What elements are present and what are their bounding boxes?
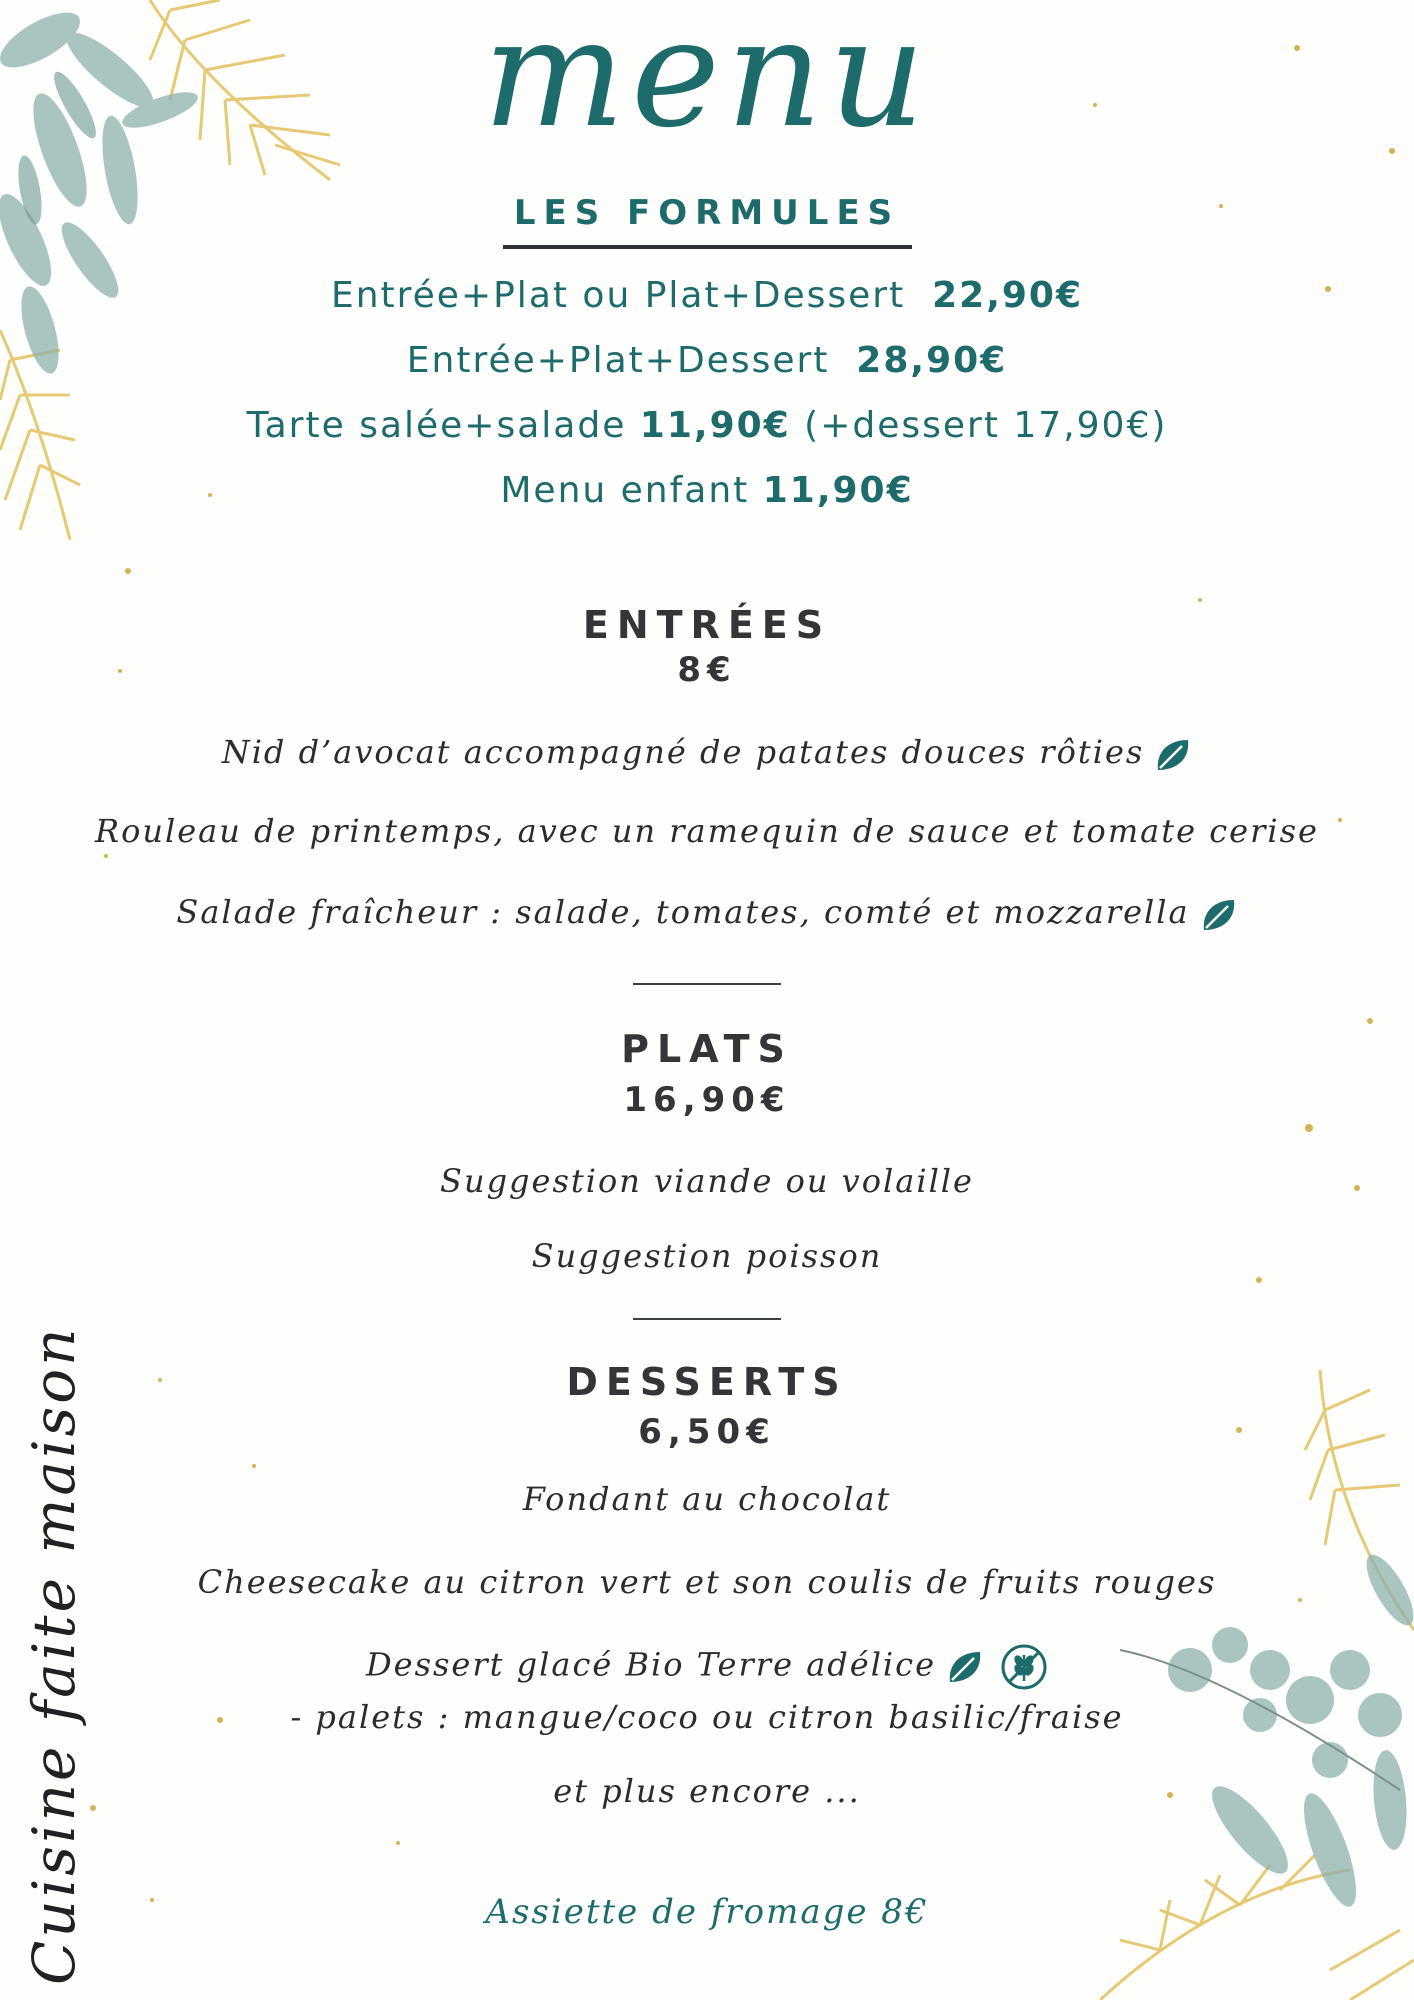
formule-price: 22,90€	[932, 275, 1084, 316]
leaf-icon	[1200, 896, 1238, 934]
formule-line	[0, 470, 1414, 511]
plats-price: 16,90€	[623, 1080, 791, 1120]
dessert-item-label: Dessert glacé Bio Terre adélice	[365, 1645, 937, 1684]
formule-line	[0, 275, 1414, 316]
formule-price: 11,90€	[762, 470, 914, 511]
entree-item	[0, 893, 1414, 934]
formule-text: Tarte salée+salade	[246, 405, 640, 446]
menu-title-script	[377, 0, 1037, 160]
entree-item	[0, 733, 1414, 774]
formule-suffix: (+dessert 17,90€)	[790, 405, 1168, 446]
formule-line	[0, 405, 1414, 446]
entree-item: Rouleau de printemps, avec un ramequin de sauce et tomate cerise	[95, 812, 1319, 850]
side-tagline: Cuisine faite maison	[20, 1325, 88, 1985]
dessert-item	[0, 1643, 1414, 1691]
formules-underline	[503, 245, 912, 249]
formules-heading: LES FORMULES	[513, 193, 901, 233]
formule-line	[0, 340, 1414, 381]
formule-price: 28,90€	[856, 340, 1008, 381]
menu-title	[0, 0, 1414, 160]
dessert-item: et plus encore ...	[553, 1772, 861, 1810]
menu-title-text: menu	[482, 0, 932, 160]
formule-text: Entrée+Plat+Dessert	[406, 340, 857, 381]
formule-text: Menu enfant	[500, 470, 763, 511]
entree-item-label: Nid d’avocat accompagné de patates douces rôties	[221, 733, 1145, 771]
formule-text: Entrée+Plat ou Plat+Dessert	[330, 275, 933, 316]
formule-price: 11,90€	[639, 405, 791, 446]
dessert-item: - palets : mangue/coco ou citron basilic/fraise	[290, 1698, 1124, 1736]
desserts-price: 6,50€	[638, 1412, 776, 1452]
desserts-heading: DESSERTS	[566, 1360, 848, 1404]
leaf-icon	[1154, 736, 1192, 774]
dessert-item: Cheesecake au citron vert et son coulis de fruits rouges	[197, 1563, 1217, 1601]
section-divider	[633, 983, 781, 985]
plats-heading: PLATS	[621, 1027, 793, 1071]
plat-item: Suggestion poisson	[531, 1237, 883, 1275]
plat-item: Suggestion viande ou volaille	[440, 1162, 974, 1200]
dessert-item: Fondant au chocolat	[522, 1480, 892, 1518]
section-divider	[633, 1318, 781, 1320]
entree-item-label: Salade fraîcheur : salade, tomates, comté et mozzarella	[176, 893, 1190, 931]
leaf-icon	[946, 1648, 984, 1686]
fromage-line: Assiette de fromage 8€	[485, 1892, 929, 1932]
entrees-price: 8€	[677, 650, 737, 690]
gluten-free-icon	[1000, 1643, 1048, 1691]
entrees-heading: ENTRÉES	[582, 603, 832, 647]
